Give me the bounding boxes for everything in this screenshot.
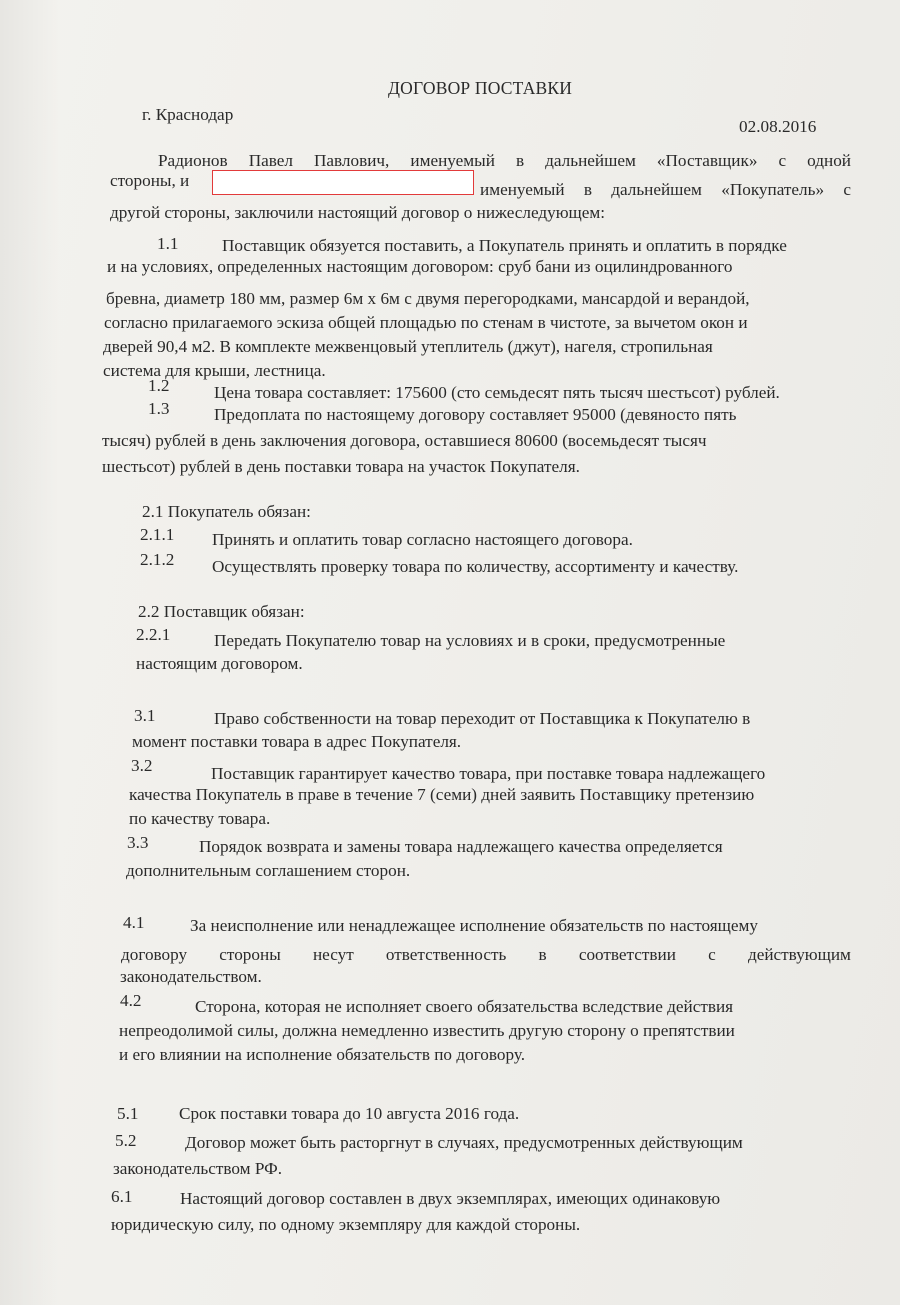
contract-date: 02.08.2016 [739,117,817,136]
clause-4-2-number: 4.2 [120,991,142,1010]
clause-4-2-line-1: Сторона, которая не исполняет своего обязательства вследствие действия [195,997,734,1016]
clause-5-1-number: 5.1 [117,1104,139,1123]
clause-1-1-line-3: бревна, диаметр 180 мм, размер 6м х 6м с двумя перегородками, мансардой и верандой, [106,289,750,308]
clause-3-3-number: 3.3 [127,833,149,852]
clause-1-1-line-2: и на условиях, определенных настоящим договором: сруб бани из оцилиндрованного [107,257,733,276]
clause-1-3-line-2: тысяч) рублей в день заключения договора, оставшиеся 80600 (восемьдесят тысяч [102,431,707,450]
clause-2-1-2-number: 2.1.2 [140,550,175,569]
clause-2-2-1-line-2: настоящим договором. [136,654,303,673]
clause-5-2-line-1: Договор может быть расторгнут в случаях, предусмотренных действующим [185,1133,743,1152]
clause-2-1-1-number: 2.1.1 [140,525,175,544]
preamble-line-2-start: стороны, и [110,171,190,190]
clause-3-2-line-1: Поставщик гарантирует качество товара, при поставке товара надлежащего [211,764,766,783]
clause-5-1-line-1: Срок поставки товара до 10 августа 2016 года. [179,1104,520,1123]
clause-1-2-number: 1.2 [148,376,170,395]
clause-3-1-line-2: момент поставки товара в адрес Покупателя. [132,732,462,751]
clause-1-3-number: 1.3 [148,399,170,418]
clause-3-2-line-3: по качеству товара. [129,809,271,828]
preamble-line-1: Радионов Павел Павлович, именуемый в дальнейшем «Поставщик» с одной [158,151,851,170]
clause-2-2-1-line-1: Передать Покупателю товар на условиях и в сроки, предусмотренные [214,631,726,650]
redacted-buyer-name [212,170,474,195]
clause-4-2-line-2: непреодолимой силы, должна немедленно известить другую сторону о препятствии [119,1021,735,1040]
clause-1-1-line-1: Поставщик обязуется поставить, а Покупатель принять и оплатить в порядке [222,236,787,255]
clause-3-1-line-1: Право собственности на товар переходит от Поставщика к Покупателю в [214,709,751,728]
section-2-1-heading: 2.1 Покупатель обязан: [142,502,311,521]
clause-2-1-1-text: Принять и оплатить товар согласно настоящего договора. [212,530,633,549]
clause-6-1-line-2: юридическую силу, по одному экземпляру для каждой стороны. [111,1215,581,1234]
clause-4-1-number: 4.1 [123,913,145,932]
clause-5-2-line-2: законодательством РФ. [113,1159,282,1178]
clause-1-2-line-1: Цена товара составляет: 175600 (сто семьдесят пять тысяч шестьсот) рублей. [214,383,780,402]
clause-1-1-number: 1.1 [157,234,179,253]
clause-1-3-line-3: шестьсот) рублей в день поставки товара на участок Покупателя. [102,457,580,476]
clause-4-1-line-3: законодательством. [120,967,262,986]
clause-1-1-line-5: дверей 90,4 м2. В комплекте межвенцовый утеплитель (джут), нагеля, стропильная [103,337,713,356]
clause-4-1-line-1: За неисполнение или ненадлежащее исполнение обязательств по настоящему [190,916,758,935]
clause-1-1-line-4: согласно прилагаемого эскиза общей площадью по стенам в чистоте, за вычетом окон и [104,313,748,332]
clause-6-1-line-1: Настоящий договор составлен в двух экземплярах, имеющих одинаковую [180,1189,721,1208]
clause-1-1-line-6: система для крыши, лестница. [103,361,326,380]
section-2-2-heading: 2.2 Поставщик обязан: [138,602,305,621]
clause-3-1-number: 3.1 [134,706,156,725]
preamble-line-2-end: именуемый в дальнейшем «Покупатель» с [480,180,851,199]
document-title: ДОГОВОР ПОСТАВКИ [388,78,573,98]
clause-4-2-line-3: и его влиянии на исполнение обязательств по договору. [119,1045,526,1064]
preamble-line-3: другой стороны, заключили настоящий договор о нижеследующем: [110,203,606,222]
clause-4-1-line-2: договору стороны несут ответственность в соответствии с действующим [121,945,851,964]
clause-6-1-number: 6.1 [111,1187,133,1206]
clause-2-1-2-text: Осуществлять проверку товара по количеству, ассортименту и качеству. [212,557,739,576]
clause-3-2-number: 3.2 [131,756,153,775]
clause-3-3-line-1: Порядок возврата и замены товара надлежащего качества определяется [199,837,723,856]
city: г. Краснодар [142,105,234,124]
clause-1-3-line-1: Предоплата по настоящему договору составляет 95000 (девяносто пять [214,405,737,424]
clause-2-2-1-number: 2.2.1 [136,625,171,644]
clause-3-2-line-2: качества Покупатель в праве в течение 7 (семи) дней заявить Поставщику претензию [129,785,755,804]
clause-3-3-line-2: дополнительным соглашением сторон. [126,861,411,880]
clause-5-2-number: 5.2 [115,1131,137,1150]
